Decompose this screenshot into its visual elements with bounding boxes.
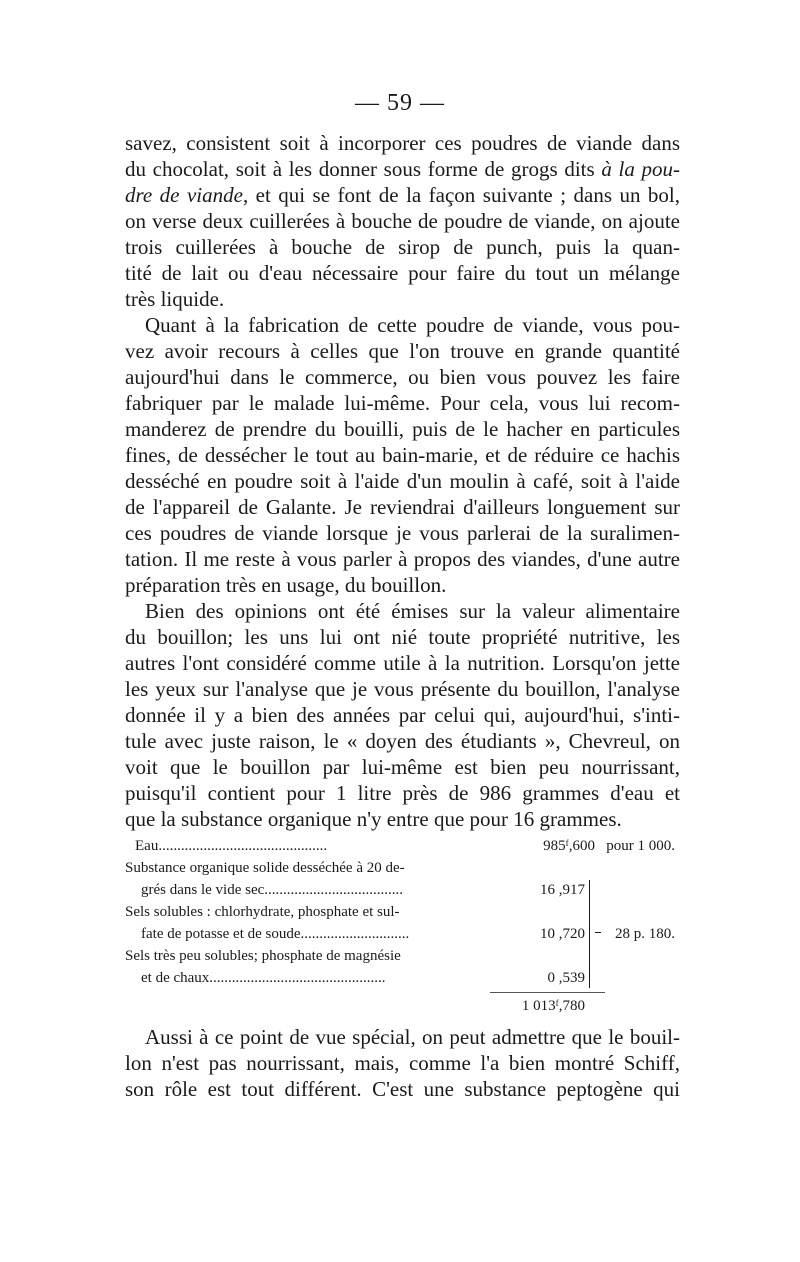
text-line: donnée il y a bien des années par celui qui, aujourd'hui, s'inti- [125,703,680,727]
brace [589,880,596,988]
text-line: aujourd'hui dans le commerce, ou bien vous pouvez les faire [125,365,680,389]
text-line: tité de lait ou d'eau nécessaire pour faire du tout un mélange [125,261,680,285]
sum-rule [490,992,605,993]
text-line: lon n'est pas nourrissant, mais, comme l'a bien montré Schiff, [125,1051,680,1075]
italic-text: à la pou- [601,157,681,181]
table-label: et de chaux............................................... [141,970,386,986]
table-label: Sels solubles : chlorhydrate, phosphate et sul- [125,904,400,920]
text-line: du bouillon; les uns lui ont nié toute propriété nutritive, les [125,625,680,649]
text-line: du chocolat, soit à les donner sous forme de grogs dits à la pou- [125,157,681,181]
text-line: Aussi à ce point de vue spécial, on peut admettre que le bouil- [145,1025,680,1049]
table-value: 16 ,917 [540,882,585,898]
text-line: on verse deux cuillerées à bouche de poudre de viande, on ajoute [125,209,680,233]
page-number: — 59 — [355,90,445,116]
text-line: savez, consistent soit à incorporer ces poudres de viande dans [125,131,680,155]
brace-point [595,932,601,933]
table-label: Eau............................................. [135,838,328,854]
table-label: fate de potasse et de soude............................. [141,926,410,942]
text-line: autres l'ont considéré comme utile à la nutrition. Lorsqu'on jette [125,651,680,675]
table-value: 985ᶠ,600 [543,838,595,854]
table-extra: pour 1 000. [606,838,675,854]
text-line: dre de viande, et qui se font de la façon suivante ; dans un bol, [125,183,680,207]
text-line: vez avoir recours à celles que l'on trouve en grande quantité [125,339,680,363]
italic-text: dre de viande [125,183,243,207]
table-label: Substance organique solide desséchée à 20 de- [125,860,405,876]
table-label: Sels très peu solubles; phosphate de magnésie [125,948,401,964]
text-line: Bien des opinions ont été émises sur la valeur alimentaire [145,599,680,623]
text-line: Quant à la fabrication de cette poudre de viande, vous pou- [145,313,680,337]
text-line: ces poudres de viande lorsque je vous parlerai de la suralimen- [125,521,680,545]
text-line: son rôle est tout différent. C'est une substance peptogène qui [125,1077,680,1101]
text-line: tule avec juste raison, le « doyen des étudiants », Chevreul, on [125,729,680,753]
table-label: grés dans le vide sec..................................... [141,882,404,898]
text-line: manderez de prendre du bouilli, puis de le hacher en particules [125,417,680,441]
text-line: de l'appareil de Galante. Je reviendrai d'ailleurs longuement sur [125,495,680,519]
text-line: les yeux sur l'analyse que je vous présente du bouillon, l'analyse [125,677,680,701]
table-total: 1 013ᶠ,780 [521,998,585,1014]
text-line: trois cuillerées à bouche de sirop de punch, puis la quan- [125,235,680,259]
table-value: 0 ,539 [547,970,585,986]
text-line: tation. Il me reste à vous parler à propos des viandes, d'une autre [125,547,680,571]
text-line: fabriquer par le malade lui-même. Pour cela, vous lui recom- [125,391,680,415]
text-line: préparation très en usage, du bouillon. [125,573,447,597]
text-line: voit que le bouillon par lui-même est bien peu nourrissant, [125,755,680,779]
text-line: puisqu'il contient pour 1 litre près de 986 grammes d'eau et [125,781,680,805]
text-line: que la substance organique n'y entre que pour 16 grammes. [125,807,622,831]
table-extra: 28 p. 180. [615,926,675,942]
text-line: très liquide. [125,287,225,311]
text-line: desséché en poudre soit à l'aide d'un moulin à café, soit à l'aide [125,469,680,493]
table-value: 10 ,720 [540,926,585,942]
text-line: fines, de dessécher le tout au bain-marie, et de réduire ce hachis [125,443,680,467]
